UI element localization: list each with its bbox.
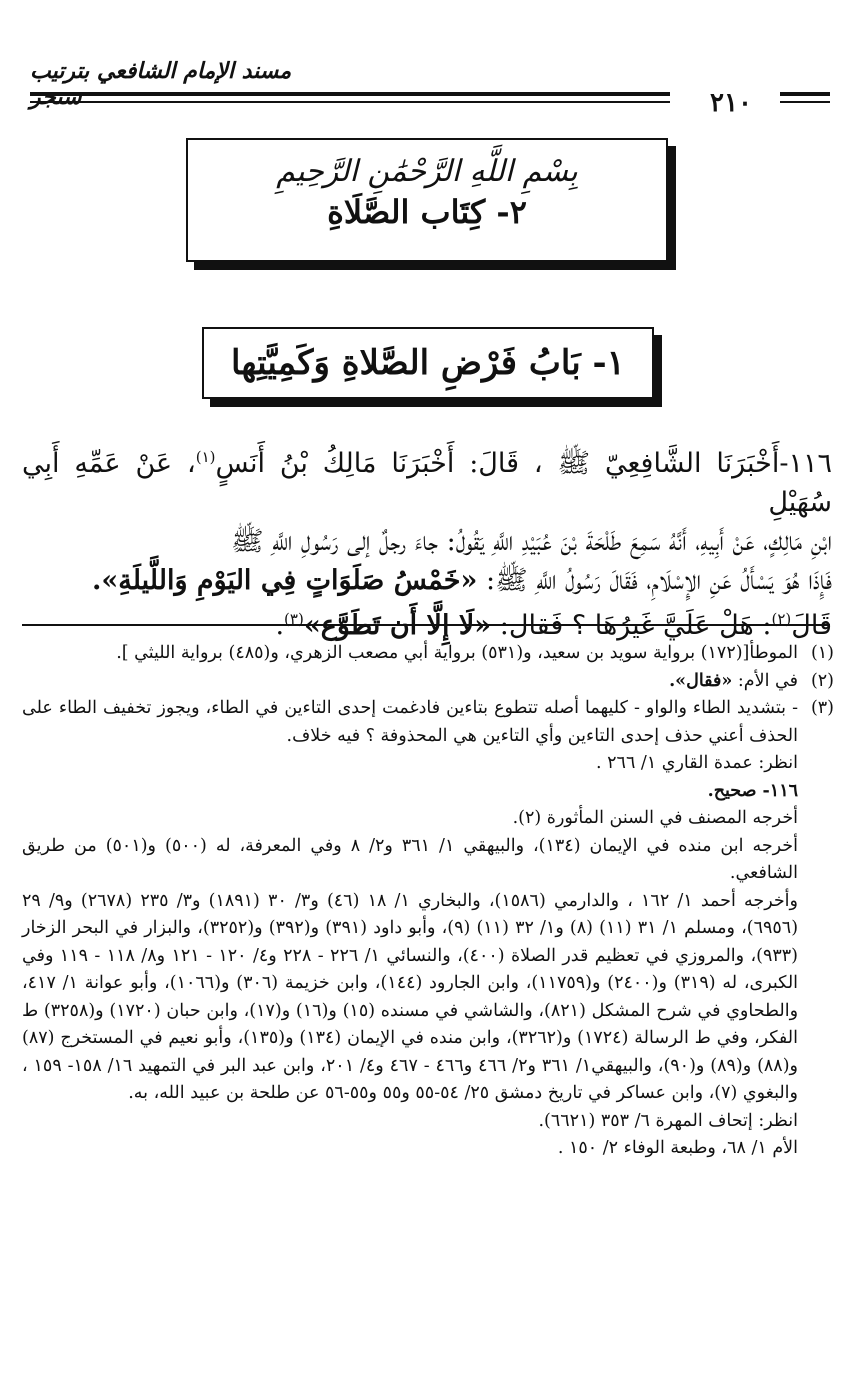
- hadith-line: [22, 438, 832, 522]
- book-heading: ٢- كِتَاب الصَّلَاةِ: [327, 193, 527, 231]
- header-rule-thin: [30, 101, 670, 103]
- footnote: [22, 668, 834, 696]
- hadith-question: : هَلْ عَلَيَّ غَيرُهَا ؟ فَقال:: [499, 610, 772, 641]
- header-rule: [30, 92, 670, 96]
- footnote-number: (١): [810, 643, 834, 663]
- footnote-ref: (٢): [771, 610, 792, 628]
- footnote: [22, 695, 834, 750]
- takhrij-paragraph: انظر: إتحاف المهرة ٦/ ٣٥٣ (٦٦٢١).: [538, 1110, 798, 1131]
- hadith-line: [22, 522, 832, 561]
- chapter-heading: ١- بَابُ فَرْضِ الصَّلاةِ وَكَمِيَّتِها: [231, 343, 625, 383]
- takhrij-paragraph: وأخرجه أحمد ١/ ١٦٢ ، والدارمي (١٥٨٦)، والبخاري ١/ ١٨ (٤٦) و٣/ ٣٠ (١٨٩١) و٣/ ٢٣٥ (٢٦٧٨) و٩/ ٢٩ (٦٩٥٦)، ومسلم ١/ ٣١ (١١) (٨) و١/ ٣٢ (١١) (٩)، وأبو داود (٣٩١) و(٣٩٢) و(٣٢٥٢)، والبزار في البحر الزخار (٩٣٣)، والمروزي في تعظيم قدر الصلاة (٤٠٠)، والنسائي ١/ ٢٢٦ - ٢٢٨ و٤/ ١٢٠ - ١٢١ و٨/ ١١٨ - ١١٩ وفي الكبرى، له (٣١٩) و(٢٤٠٠) و(١١٧٥٩)، وابن الجارود (١٤٤)، وابن خزيمة (٣٠٦) و(١٠٦٦)، وأبو عوانة ١/ ٤١٧، والطحاوي في شرح المشكل (٨٢١)، والشاشي في مسنده (١٥) و(١٦) و(١٧)، وابن حبان (١٧٢٠) و(٣٢٥٨) ط الفكر، وفي ط الرسالة (١٧٢٤) و(٣٢٦٢)، وابن منده في الإيمان (١٣٤) و(١٣٥)، وأبو نعيم في المستخرج (٨٧) و(٨٨) و(٨٩) و(٩٠)، والبيهقي١/ ٣٦١ و٢/ ٤٦٦ و٤٦٦ - ٤٦٧ و٤/ ٢٠١، وابن عبد البر في التمهيد ١٦/ ١٥٨- ١٥٩ ، والبغوي (٧)، وابن عساكر في تاريخ دمشق ٢٥/ ٥٤-٥٥ و٥٥ و٥٥-٥٦ عن طلحة بن عبيد الله، به.: [22, 890, 799, 1103]
- hadith-line: [22, 561, 832, 600]
- prophet-quote: «لَا إِلَّا أَن تَطَوَّع»: [303, 610, 492, 641]
- hadith-chain-cont: ، عَنْ عَمِّهِ أَبِي سُهَيْلِ: [22, 448, 832, 518]
- book-title-box: [186, 138, 668, 262]
- header-rule-right-thin: [780, 101, 830, 103]
- basmala: بِسْمِ اللَّهِ الرَّحْمَٰنِ الرَّحِيمِ: [276, 154, 578, 189]
- prophet-quote: «خَمْسُ صَلَوَاتٍ فِي اليَوْمِ وَاللَّيلَةِ».: [91, 565, 478, 596]
- hadith-narration: فَإِذَا هُوَ يَسْأَلُ عَنِ الإِسْلَامِ، فَقَالَ رَسُولُ اللَّهِ ﷺ:: [485, 565, 832, 596]
- hadith-end: .: [275, 610, 285, 641]
- footnote-text: في الأم:: [737, 670, 798, 691]
- footnote-separator: [22, 624, 830, 626]
- hadith-chain: ابْنِ مَالِكٍ، عَنْ أَبِيهِ، أَنَّهُ سَمِعَ طَلْحَةَ بْنَ عُبَيْدِ اللَّهِ يَقُولُ: جاءَ رجلٌ إلى رَسُولِ اللَّهِ ﷺ: [230, 526, 832, 557]
- book-title: مسند الإمام الشافعي بترتيب سنجر: [30, 58, 292, 110]
- hadith-narration: قَالَ: [791, 610, 832, 641]
- footnote-ref: (١): [195, 448, 216, 466]
- page-number: ٢١٠: [710, 88, 752, 118]
- takhrij-heading: ١١٦- صحيح.: [707, 780, 798, 801]
- footnote-text: الموطأ[(١٧٢) برواية سويد بن سعيد، و(٥٣١) برواية أبي مصعب الزهري، و(٤٨٥) برواية الليثي ].: [116, 643, 798, 663]
- hadith-chain-start: ١١٦-أَخْبَرَنَا الشَّافِعِيّ ﷺ ، قَالَ: أَخْبَرَنَا مَالِكُ بْنُ أَنَسٍ: [215, 448, 833, 479]
- hadith-line: [22, 600, 832, 645]
- footnote-number: (٢): [810, 670, 834, 691]
- footnote: [22, 640, 834, 668]
- takhrij-paragraph: أخرجه المصنف في السنن المأثورة (٢).: [512, 808, 798, 828]
- hadith-text: [22, 438, 832, 645]
- takhrij-paragraph: الأم ١/ ٦٨، وطبعة الوفاء ٢/ ١٥٠ .: [557, 1138, 798, 1158]
- chapter-title-box: [202, 327, 654, 399]
- footnotes: [22, 640, 834, 1163]
- footnote-ref: (٣): [284, 610, 304, 628]
- footnote-text-bold: «فقال».: [669, 670, 733, 691]
- footnote-reference: انظر: عمدة القاري ١/ ٢٦٦ .: [596, 753, 798, 773]
- footnote-number: (٣): [810, 698, 834, 718]
- takhrij-paragraph: أخرجه ابن منده في الإيمان (١٣٤)، والبيهقي ١/ ٣٦١ و٢/ ٨ وفي المعرفة، له (٥٠٠) و(٥٠١) من طريق الشافعي.: [22, 835, 798, 883]
- footnote-text: - بتشديد الطاء والواو - كليهما أصله تتطوع بتاءين فادغمت إحدى التاءين في الطاء، ويجوز تخفيف الطاء على الحذف أعني حذف إحدى التاءين وأي التاءين هي المحذوفة ؟ فيه خلاف.: [22, 698, 798, 746]
- header-rule-right: [780, 92, 830, 96]
